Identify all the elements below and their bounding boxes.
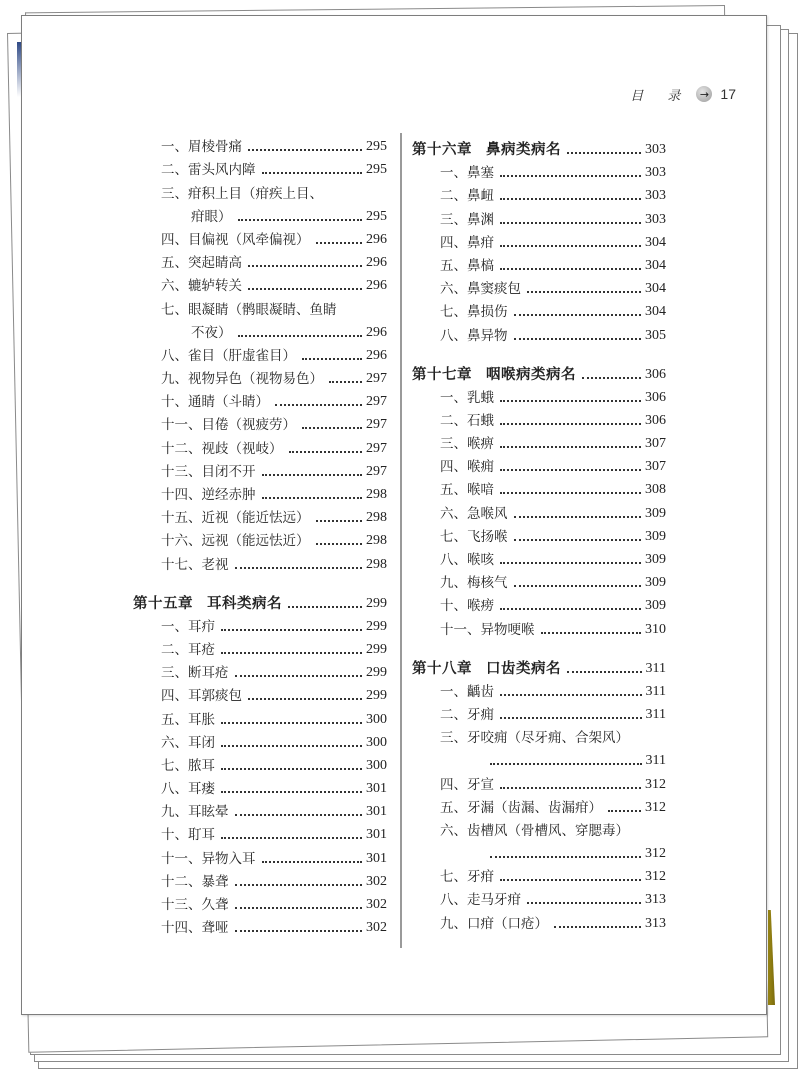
entry-page-number: 305	[645, 327, 666, 343]
dot-leader	[500, 445, 641, 448]
dot-leader	[248, 287, 362, 290]
entry-label: 十二、暴聋	[161, 873, 229, 890]
dot-leader	[500, 693, 642, 696]
dot-leader	[490, 855, 641, 858]
toc-entry[interactable]	[133, 613, 387, 636]
toc-entry[interactable]	[412, 159, 666, 182]
entry-label: 六、鼻窦痰包	[440, 281, 521, 298]
dot-leader	[514, 538, 642, 541]
entry-label: 五、喉喑	[440, 482, 494, 499]
toc-chapter-entry[interactable]	[412, 652, 666, 678]
toc-entry[interactable]	[412, 678, 666, 701]
toc-entry[interactable]	[412, 546, 666, 569]
chapter-number: 第十七章	[412, 366, 472, 383]
entry-page-number: 306	[645, 412, 666, 428]
dot-leader	[608, 809, 641, 812]
dot-leader	[567, 670, 642, 673]
entry-page-number: 310	[645, 621, 666, 637]
entry-label: 疳眼）	[191, 208, 232, 225]
toc-chapter-entry[interactable]	[412, 133, 666, 159]
toc-entry[interactable]	[412, 407, 666, 430]
entry-label: 十四、逆经赤肿	[161, 487, 256, 503]
entry-page-number: 304	[645, 257, 666, 273]
dot-leader	[235, 674, 363, 677]
entry-label: 一、乳蛾	[440, 389, 494, 406]
entry-page-number: 299	[366, 618, 387, 634]
toc-entry[interactable]	[412, 275, 666, 298]
dot-leader	[500, 716, 642, 719]
entry-page-number: 302	[366, 897, 387, 912]
entry-label: 五、鼻槁	[440, 257, 494, 274]
entry-page-number: 307	[645, 459, 666, 475]
entry-label: 二、雷头风内障	[161, 162, 256, 179]
entry-label: 五、突起睛高	[161, 255, 242, 272]
entry-page-number: 295	[366, 139, 387, 155]
toc-entry[interactable]	[412, 453, 666, 476]
dot-leader	[527, 901, 641, 904]
toc-entry[interactable]	[133, 868, 387, 891]
toc-entry[interactable]	[133, 179, 387, 202]
toc-entry[interactable]	[133, 156, 387, 179]
entry-page-number: 297	[366, 417, 387, 433]
dot-leader	[235, 883, 363, 886]
toc-entry[interactable]	[412, 430, 666, 453]
entry-label: 八、走马牙疳	[440, 892, 521, 909]
entry-label: 十一、异物入耳	[161, 850, 256, 867]
dot-leader	[514, 313, 642, 316]
entry-page-number: 311	[645, 683, 666, 699]
entry-page-number: 303	[645, 165, 666, 181]
entry-label: 十三、目闭不开	[161, 463, 256, 480]
dot-leader	[490, 762, 642, 765]
toc-entry[interactable]	[412, 840, 666, 863]
entry-label: 十七、老视	[161, 556, 229, 573]
dot-leader	[514, 584, 642, 587]
toc-entry[interactable]	[133, 705, 387, 728]
entry-page-number: 307	[645, 436, 666, 452]
entry-page-number: 301	[366, 850, 387, 866]
chapter-title	[412, 366, 576, 384]
entry-label: 七、飞扬喉	[440, 528, 508, 545]
dot-leader	[500, 561, 641, 564]
toc-entry[interactable]	[133, 729, 387, 752]
entry-page-number: 303	[645, 142, 666, 157]
toc-entry[interactable]	[412, 770, 666, 793]
dot-leader	[238, 334, 363, 337]
dot-leader	[316, 241, 363, 244]
toc-entry[interactable]	[412, 252, 666, 275]
toc-chapter-entry[interactable]	[412, 358, 666, 384]
entry-page-number: 304	[645, 304, 666, 320]
toc-entry[interactable]	[133, 775, 387, 798]
toc-entry[interactable]	[133, 798, 387, 821]
entry-label: 五、牙漏（齿漏、齿漏疳）	[440, 799, 602, 816]
entry-page-number: 309	[645, 575, 666, 591]
toc-entry[interactable]	[133, 249, 387, 272]
entry-label: 三、疳积上目（疳疾上目、	[161, 185, 323, 202]
dot-leader	[235, 929, 363, 932]
entry-label: 四、鼻疳	[440, 234, 494, 251]
dot-leader	[288, 605, 362, 608]
dot-leader	[302, 426, 362, 429]
entry-page-number: 306	[645, 366, 666, 382]
toc-entry[interactable]	[412, 569, 666, 592]
entry-label: 不夜）	[191, 324, 232, 341]
toc-entry[interactable]	[412, 229, 666, 252]
chapter-title	[412, 660, 561, 678]
toc-entry[interactable]	[133, 388, 387, 411]
entry-page-number: 299	[366, 641, 387, 657]
dot-leader	[500, 197, 641, 200]
entry-label: 八、耳瘘	[161, 781, 215, 798]
dot-leader	[248, 697, 362, 700]
dot-leader	[316, 519, 363, 522]
dot-leader	[500, 174, 641, 177]
entry-label: 七、牙疳	[440, 869, 494, 886]
dot-leader	[289, 450, 363, 453]
toc-entry[interactable]	[412, 817, 666, 840]
toc-entry[interactable]	[133, 458, 387, 481]
toc-entry[interactable]	[412, 592, 666, 615]
chapter-number: 第十八章	[412, 660, 472, 677]
entry-page-number: 297	[366, 371, 387, 387]
toc-entry[interactable]	[412, 863, 666, 886]
entry-page-number: 313	[645, 892, 666, 908]
dot-leader	[221, 651, 362, 654]
toc-entry[interactable]	[133, 891, 387, 914]
toc-entry[interactable]	[412, 182, 666, 205]
chapter-title	[133, 595, 282, 613]
dot-leader	[221, 836, 362, 839]
entry-page-number: 313	[645, 915, 666, 931]
toc-entry[interactable]	[412, 523, 666, 546]
entry-page-number: 300	[366, 757, 387, 773]
entry-label: 六、辘轳转关	[161, 278, 242, 295]
entry-label: 九、口疳（口疮）	[440, 915, 548, 932]
entry-page-number: 300	[366, 711, 387, 727]
entry-page-number: 298	[366, 533, 387, 549]
toc-entry[interactable]	[133, 434, 387, 457]
dot-leader	[235, 906, 363, 909]
entry-label: 二、石蛾	[440, 412, 494, 429]
toc-entry[interactable]	[412, 724, 666, 747]
toc-entry[interactable]	[412, 205, 666, 228]
entry-label: 九、耳眩晕	[161, 804, 229, 821]
entry-label: 八、雀目（肝虚雀目）	[161, 347, 296, 364]
entry-page-number: 312	[645, 776, 666, 792]
entry-label: 三、断耳疮	[161, 665, 229, 682]
toc-entry[interactable]	[133, 411, 387, 434]
entry-page-number: 311	[645, 706, 666, 722]
dot-leader	[541, 631, 642, 634]
page-number: 17	[720, 86, 736, 102]
toc-entry[interactable]	[133, 203, 387, 226]
toc-entry[interactable]	[133, 319, 387, 342]
entry-label: 七、眼凝睛（鹘眼凝睛、鱼睛	[161, 301, 337, 318]
toc-entry[interactable]	[133, 295, 387, 318]
entry-page-number: 303	[645, 211, 666, 227]
dot-leader	[235, 813, 363, 816]
chapter-title	[412, 141, 561, 159]
dot-leader	[238, 218, 363, 221]
entry-page-number: 296	[366, 231, 387, 247]
dot-leader	[500, 244, 641, 247]
entry-page-number: 306	[645, 389, 666, 405]
entry-page-number: 296	[366, 255, 387, 271]
toc-entry[interactable]	[133, 504, 387, 527]
entry-page-number: 301	[366, 827, 387, 843]
entry-label: 二、鼻衄	[440, 188, 494, 205]
dot-leader	[248, 148, 362, 151]
entry-page-number: 303	[645, 188, 666, 204]
entry-label: 三、喉痹	[440, 436, 494, 453]
entry-page-number: 301	[366, 781, 387, 797]
toc-entry[interactable]	[412, 701, 666, 724]
entry-page-number: 297	[366, 394, 387, 410]
entry-page-number: 302	[366, 920, 387, 936]
dot-leader	[500, 786, 641, 789]
arrow-right-icon: →	[696, 86, 712, 102]
dot-leader	[582, 376, 641, 379]
dot-leader	[235, 566, 363, 569]
dot-leader	[500, 878, 641, 881]
dot-leader	[527, 290, 641, 293]
toc-entry[interactable]	[133, 550, 387, 573]
entry-page-number: 296	[366, 324, 387, 340]
chapter-name: 口齿类病名	[486, 660, 561, 677]
chapter-number: 第十六章	[412, 142, 472, 158]
entry-page-number: 301	[366, 804, 387, 820]
toc-entry[interactable]	[133, 752, 387, 775]
entry-label: 七、鼻损伤	[440, 304, 508, 321]
toc-entry[interactable]	[412, 321, 666, 344]
entry-page-number: 299	[366, 688, 387, 704]
entry-label: 一、眉棱骨痛	[161, 139, 242, 156]
entry-page-number: 309	[645, 528, 666, 544]
toc-entry[interactable]	[412, 794, 666, 817]
toc-entry[interactable]	[412, 499, 666, 522]
entry-page-number: 312	[645, 869, 666, 885]
entry-label: 十、喉痨	[440, 598, 494, 615]
entry-label: 十三、久聋	[161, 897, 229, 913]
entry-page-number: 297	[366, 440, 387, 456]
dot-leader	[248, 264, 362, 267]
dot-leader	[500, 267, 641, 270]
toc-right-column	[412, 133, 666, 933]
toc-left-column	[133, 133, 387, 937]
dot-leader	[514, 337, 642, 340]
dot-leader	[500, 468, 641, 471]
toc-entry[interactable]	[133, 659, 387, 682]
entry-label: 十五、近视（能近怯远）	[161, 510, 310, 527]
entry-label: 一、齲齿	[440, 683, 494, 700]
dot-leader	[302, 357, 362, 360]
chapter-name: 鼻病类病名	[486, 142, 561, 158]
entry-label: 四、目偏视（风牵偏视）	[161, 231, 310, 248]
toc-chapter-entry[interactable]	[133, 587, 387, 613]
dot-leader	[221, 767, 362, 770]
entry-page-number: 309	[645, 552, 666, 567]
toc-entry[interactable]	[133, 365, 387, 388]
entry-label: 二、牙痈	[440, 706, 494, 723]
dot-leader	[275, 403, 362, 406]
entry-page-number: 308	[645, 482, 666, 498]
dot-leader	[221, 628, 362, 631]
entry-label: 六、齿槽风（骨槽风、穿腮毒）	[440, 822, 629, 839]
entry-label: 六、耳闭	[161, 734, 215, 751]
entry-label: 九、梅核气	[440, 575, 508, 592]
dot-leader	[262, 860, 363, 863]
entry-label: 十四、聋哑	[161, 920, 229, 937]
toc-entry[interactable]	[133, 342, 387, 365]
dot-leader	[316, 542, 363, 545]
toc-entry[interactable]	[133, 527, 387, 550]
toc-entry[interactable]	[133, 844, 387, 867]
entry-label: 五、耳胀	[161, 711, 215, 728]
entry-page-number: 304	[645, 281, 666, 297]
entry-label: 三、牙咬痈（尽牙痈、合架风）	[440, 730, 629, 747]
entry-label: 十六、远视（能远怯近）	[161, 533, 310, 550]
toc-entry[interactable]	[412, 909, 666, 932]
entry-label: 六、急喉风	[440, 505, 508, 522]
entry-label: 一、耳疖	[161, 618, 215, 635]
section-spacer	[412, 345, 666, 358]
dot-leader	[262, 171, 363, 174]
section-spacer	[412, 639, 666, 652]
entry-label: 九、视物异色（视物易色）	[161, 371, 323, 388]
entry-page-number: 302	[366, 873, 387, 889]
toc-entry[interactable]	[133, 272, 387, 295]
toc-entry[interactable]	[133, 226, 387, 249]
entry-label: 四、喉痈	[440, 459, 494, 476]
entry-label: 三、鼻渊	[440, 211, 494, 228]
chapter-name: 咽喉病类病名	[486, 366, 576, 383]
entry-page-number: 299	[366, 595, 387, 611]
column-divider	[400, 133, 402, 948]
entry-page-number: 295	[366, 162, 387, 178]
entry-label: 一、鼻塞	[440, 165, 494, 182]
entry-label: 二、耳疮	[161, 641, 215, 658]
entry-page-number: 311	[645, 753, 666, 769]
entry-page-number: 304	[645, 234, 666, 250]
page-header	[630, 84, 736, 104]
entry-page-number: 298	[366, 487, 387, 502]
dot-leader	[262, 496, 363, 499]
dot-leader	[221, 744, 362, 747]
section-spacer	[133, 574, 387, 587]
toc-entry[interactable]	[133, 481, 387, 504]
entry-label: 十二、视歧（视岐）	[161, 440, 283, 457]
dot-leader	[262, 473, 363, 476]
entry-page-number: 309	[645, 598, 666, 614]
entry-label: 四、牙宣	[440, 776, 494, 793]
entry-page-number: 299	[366, 665, 387, 681]
toc-entry[interactable]	[412, 747, 666, 770]
entry-page-number: 297	[366, 463, 387, 479]
dot-leader	[221, 790, 362, 793]
entry-label: 四、耳郭痰包	[161, 688, 242, 705]
dot-leader	[500, 607, 641, 610]
entry-label: 八、鼻异物	[440, 327, 508, 344]
toc-entry[interactable]	[412, 615, 666, 638]
toc-entry[interactable]	[412, 298, 666, 321]
entry-label: 十一、异物哽喉	[440, 621, 535, 638]
dot-leader	[500, 422, 641, 425]
toc-entry[interactable]	[133, 133, 387, 156]
entry-label: 七、脓耳	[161, 757, 215, 774]
dot-leader	[500, 399, 641, 402]
toc-entry[interactable]	[412, 384, 666, 407]
chapter-number: 第十五章	[133, 595, 193, 612]
entry-page-number: 295	[366, 208, 387, 224]
header-title: 目 录	[630, 88, 691, 104]
entry-page-number: 312	[645, 846, 666, 862]
dot-leader	[567, 151, 641, 154]
toc-entry[interactable]	[412, 886, 666, 909]
dot-leader	[500, 221, 641, 224]
entry-page-number: 296	[366, 347, 387, 363]
toc-entry[interactable]	[133, 821, 387, 844]
entry-page-number: 298	[366, 556, 387, 572]
dot-leader	[500, 491, 641, 494]
entry-page-number: 300	[366, 734, 387, 750]
entry-page-number: 298	[366, 510, 387, 526]
dot-leader	[554, 925, 641, 928]
entry-page-number: 309	[645, 505, 666, 521]
entry-label: 十、通睛（斗睛）	[161, 394, 269, 411]
entry-page-number: 311	[645, 660, 666, 676]
dot-leader	[329, 380, 362, 383]
toc-entry[interactable]	[133, 636, 387, 659]
entry-label: 十、耵耳	[161, 827, 215, 844]
chapter-name: 耳科类病名	[207, 595, 282, 612]
dot-leader	[514, 515, 642, 518]
entry-page-number: 312	[645, 799, 666, 815]
toc-entry[interactable]	[133, 682, 387, 705]
dot-leader	[221, 721, 362, 724]
entry-label: 十一、目倦（视疲劳）	[161, 417, 296, 434]
entry-label: 八、喉咳	[440, 552, 494, 568]
entry-page-number: 296	[366, 278, 387, 294]
toc-entry[interactable]	[412, 476, 666, 499]
toc-entry[interactable]	[133, 914, 387, 937]
